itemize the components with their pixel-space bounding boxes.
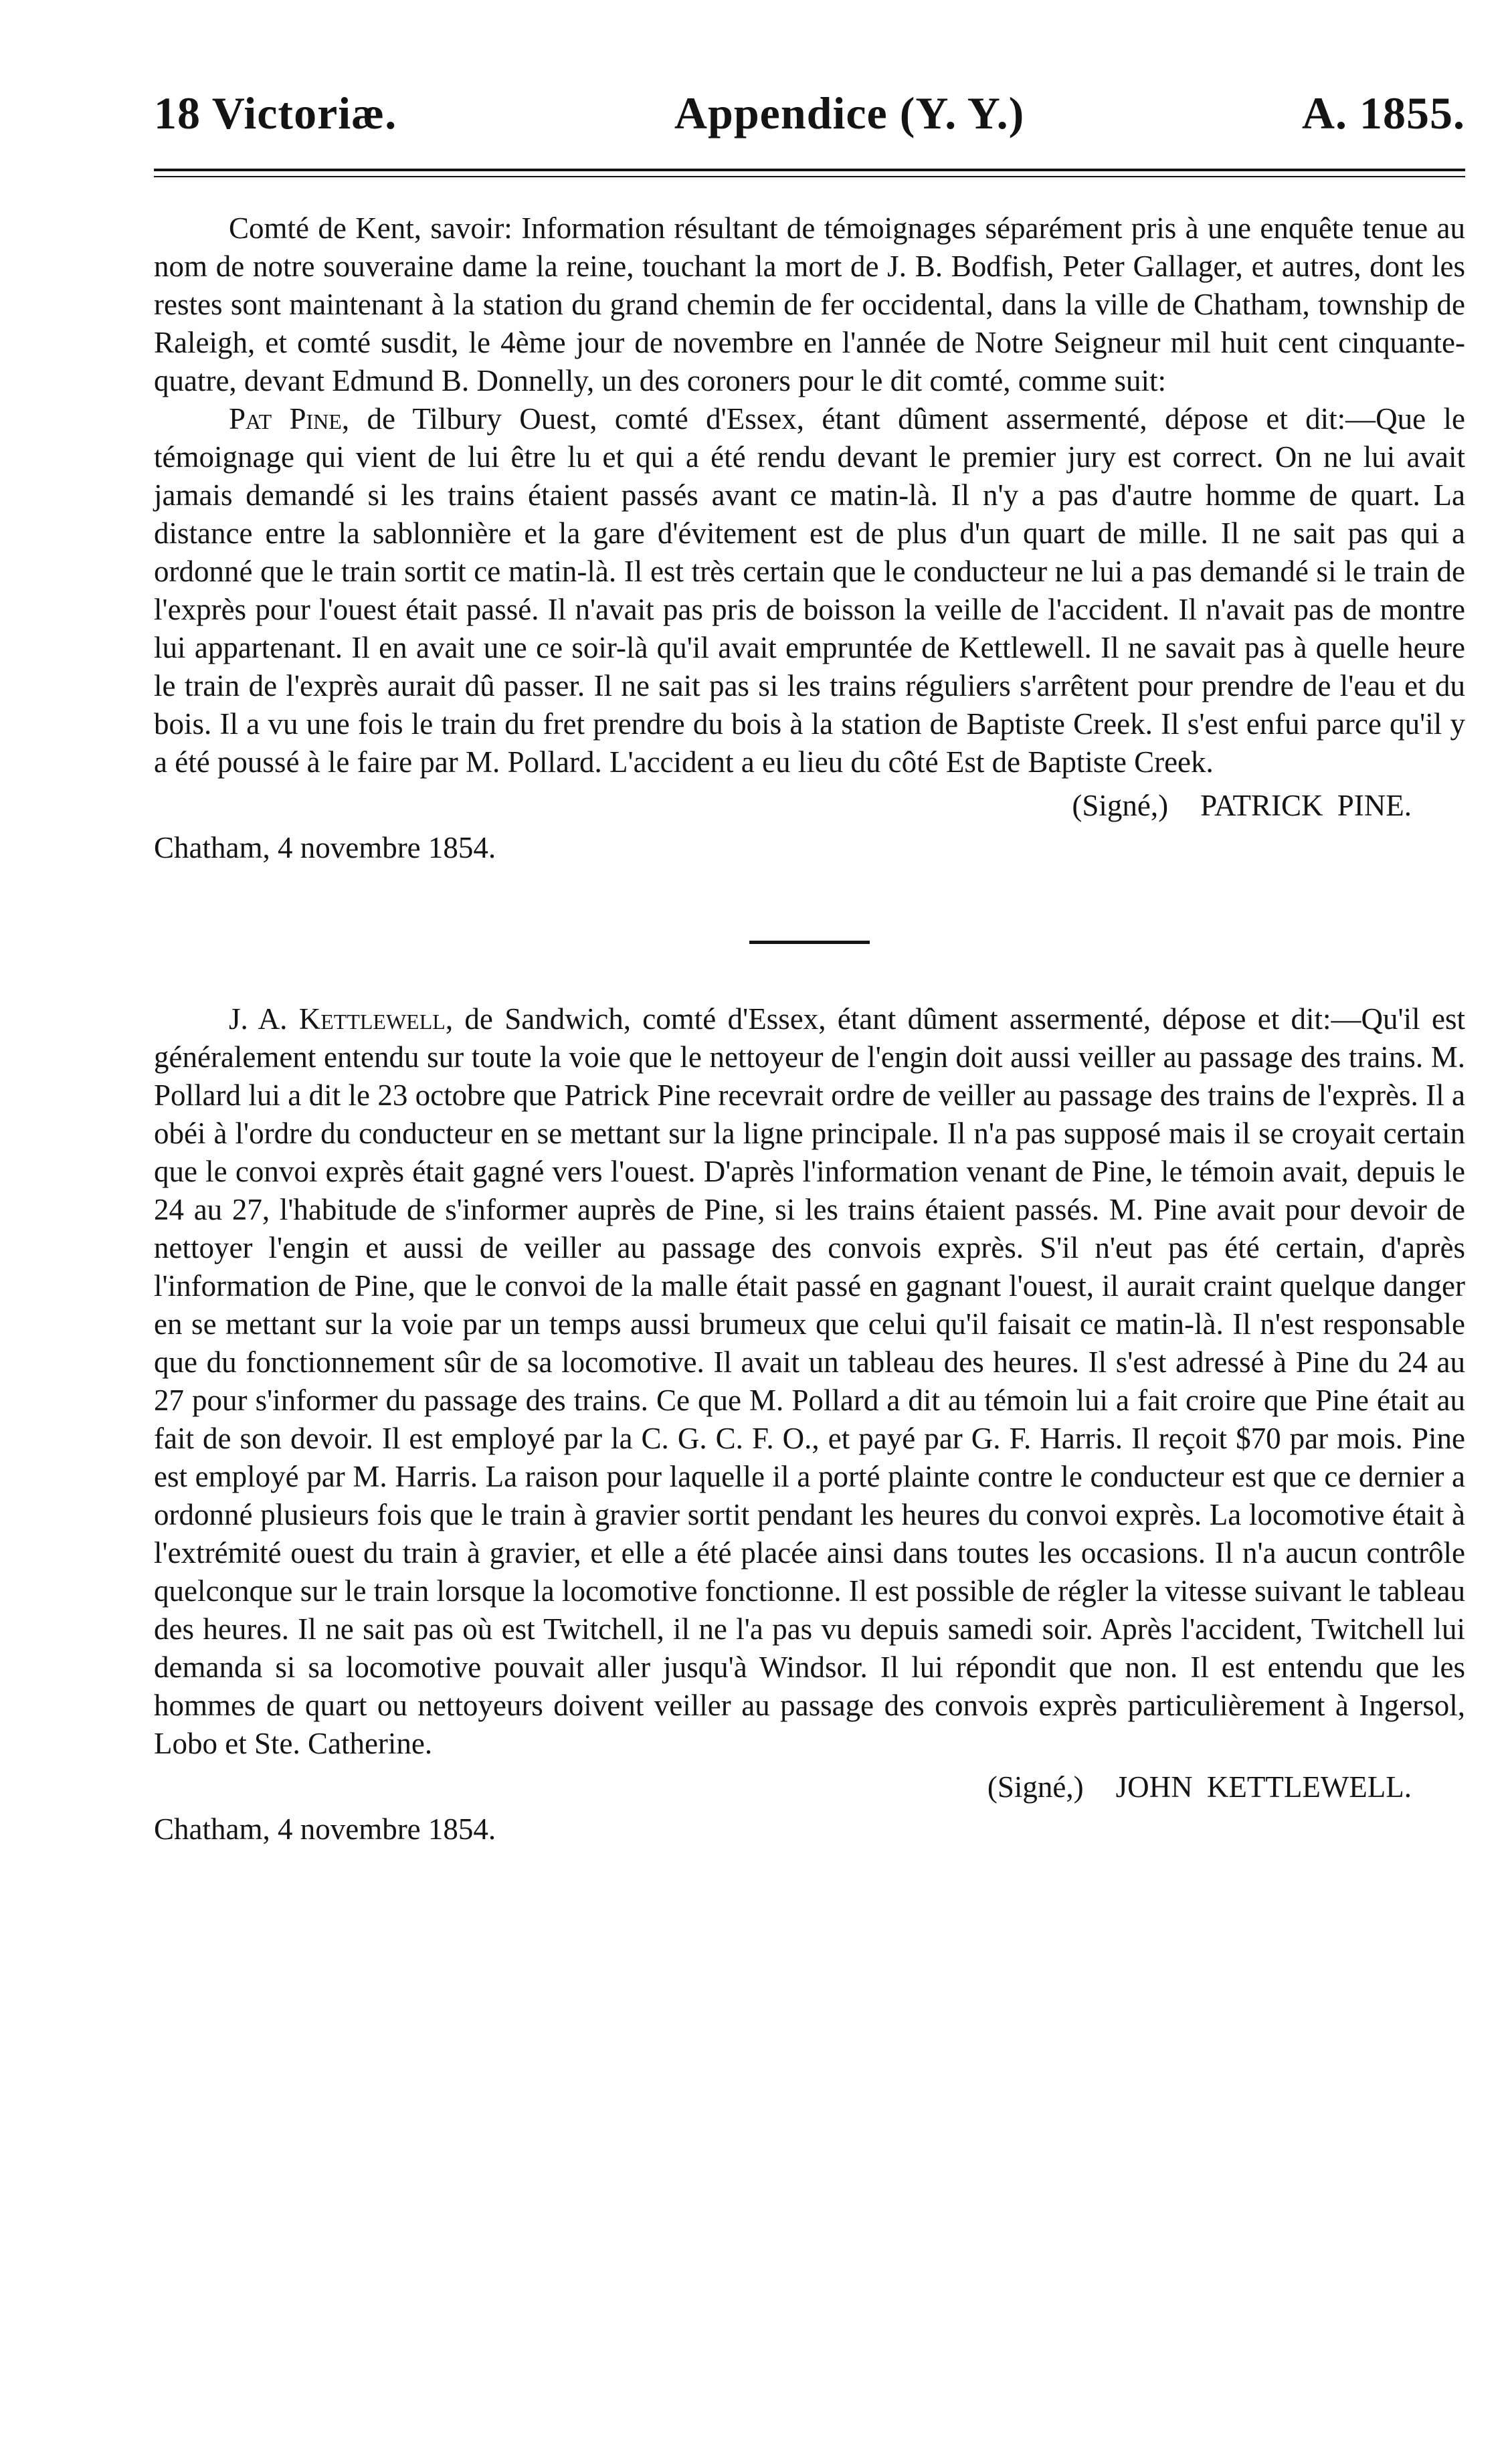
section-separator [749, 941, 870, 944]
kettlewell-testimony [154, 1000, 1465, 1763]
kettlewell-signed-name: JOHN KETTLEWELL. [1115, 1770, 1412, 1804]
header-rule [154, 169, 1465, 177]
pine-signature [154, 787, 1465, 825]
kettlewell-dateline: Chatham, 4 novembre 1854. [154, 1812, 496, 1846]
header-session: 18 Victoriæ. [154, 88, 397, 138]
inquest-intro: Comté de Kent, savoir: Information résultant de témoignages séparément pris à une enquête tenue au nom de notre souveraine dame la reine, touchant la mort de J. B. Bodfish, Peter Gallager, et autres, dont les restes sont maintenant à la station du grand chemin de fer occidental, dans la ville de Chatham, township de Raleigh, et comté susdit, le 4ème jour de novembre en l'année de Notre Seigneur mil huit cent cinquante-quatre, devant Edmund B. Donnelly, un des coroners pour le dit comté, comme suit: [154, 211, 1465, 397]
page-header [154, 87, 1465, 154]
header-year: A. 1855. [1301, 88, 1465, 138]
witness-initials-kettlewell: J. A. [229, 1002, 288, 1036]
pine-signed-label: (Signé,) [1072, 789, 1169, 822]
document-body [154, 209, 1465, 1849]
witness-name-kettlewell: Kettlewell [298, 1002, 446, 1036]
pine-testimony [154, 400, 1465, 781]
pine-testimony-text: , de Tilbury Ouest, comté d'Essex, étant dûment assermenté, dépose et dit:—Que le témoignage qui vient de lui être lu et qui a été rendu devant le premier jury est correct. On ne lui avait jamais demandé si les trains étaient passés avant ce matin-là. Il n'y a pas d'autre homme de quart. La distance entre la sablonnière et la gare d'évitement est de plus d'un quart de mille. Il ne sait pas qui a ordonné que le train sortit ce matin-là. Il est très certain que le conducteur ne lui a pas demandé si le train de l'exprès pour l'ouest était passé. Il n'avait pas pris de boisson la veille de l'accident. Il n'avait pas de montre lui appartenant. Il en avait une ce soir-là qu'il avait empruntée de Kettlewell. Il ne savait pas à quelle heure le train de l'exprès aurait dû passer. Il ne sait pas si les trains réguliers s'arrêtent pour prendre de l'eau et du bois. Il a vu une fois le train du fret prendre du bois à la station de Baptiste Creek. Il s'est enfui parce qu'il y a été poussé à le faire par M. Pollard. L'accident a eu lieu du côté Est de Baptiste Creek. [154, 402, 1465, 779]
kettlewell-testimony-text: , de Sandwich, comté d'Essex, étant dûment assermenté, dépose et dit:—Qu'il est généralement entendu sur toute la voie que le nettoyeur de l'engin doit aussi veiller au passage des trains. M. Pollard lui a dit le 23 octobre que Patrick Pine recevrait ordre de veiller au passage des trains de l'exprès. Il a obéi à l'ordre du conducteur en se mettant sur la ligne principale. Il n'a pas supposé mais il se croyait certain que le convoi exprès était gagné vers l'ouest. D'après l'information venant de Pine, le témoin avait, depuis le 24 au 27, l'habitude de s'informer auprès de Pine, si les trains étaient passés. M. Pine avait pour devoir de nettoyer l'engin et aussi de veiller au passage des convois exprès. S'il n'eut pas été certain, d'après l'information de Pine, que le convoi de la malle était passé en gagnant l'ouest, il aurait craint quelque danger en se mettant sur la voie par un temps aussi brumeux que celui qu'il faisait ce matin-là. Il n'est responsable que du fonctionnement sûr de sa locomotive. Il avait un tableau des heures. Il s'est adressé à Pine du 24 au 27 pour s'informer du passage des trains. Ce que M. Pollard a dit au témoin lui a fait croire que Pine était au fait de son devoir. Il est employé par la C. G. C. F. O., et payé par G. F. Harris. Il reçoit $70 par mois. Pine est employé par M. Harris. La raison pour laquelle il a porté plainte contre le conducteur est que ce dernier a ordonné plusieurs fois que le train à gravier sortit pendant les heures du convoi exprès. La locomotive était à l'extrémité ouest du train à gravier, et elle a été placée ainsi dans toutes les occasions. Il n'a aucun contrôle quelconque sur le train lorsque la locomotive fonctionne. Il est possible de régler la vitesse suivant le tableau des heures. Il ne sait pas où est Twitchell, il ne l'a pas vu depuis samedi soir. Après l'accident, Twitchell lui demanda si sa locomotive pouvait aller jusqu'à Windsor. Il lui répondit que non. Il est entendu que les hommes de quart ou nettoyeurs doivent veiller au passage des convois exprès particulièrement à Ingersol, Lobo et Ste. Catherine. [154, 1002, 1466, 1760]
document-page [154, 87, 1465, 1849]
pine-dateline: Chatham, 4 novembre 1854. [154, 831, 496, 864]
pine-signed-name: PATRICK PINE. [1200, 789, 1412, 822]
kettlewell-signed-label: (Signé,) [987, 1770, 1084, 1804]
witness-name-pine: Pat Pine [229, 402, 342, 436]
header-appendix: Appendice (Y. Y.) [674, 88, 1025, 138]
kettlewell-signature [154, 1768, 1465, 1806]
